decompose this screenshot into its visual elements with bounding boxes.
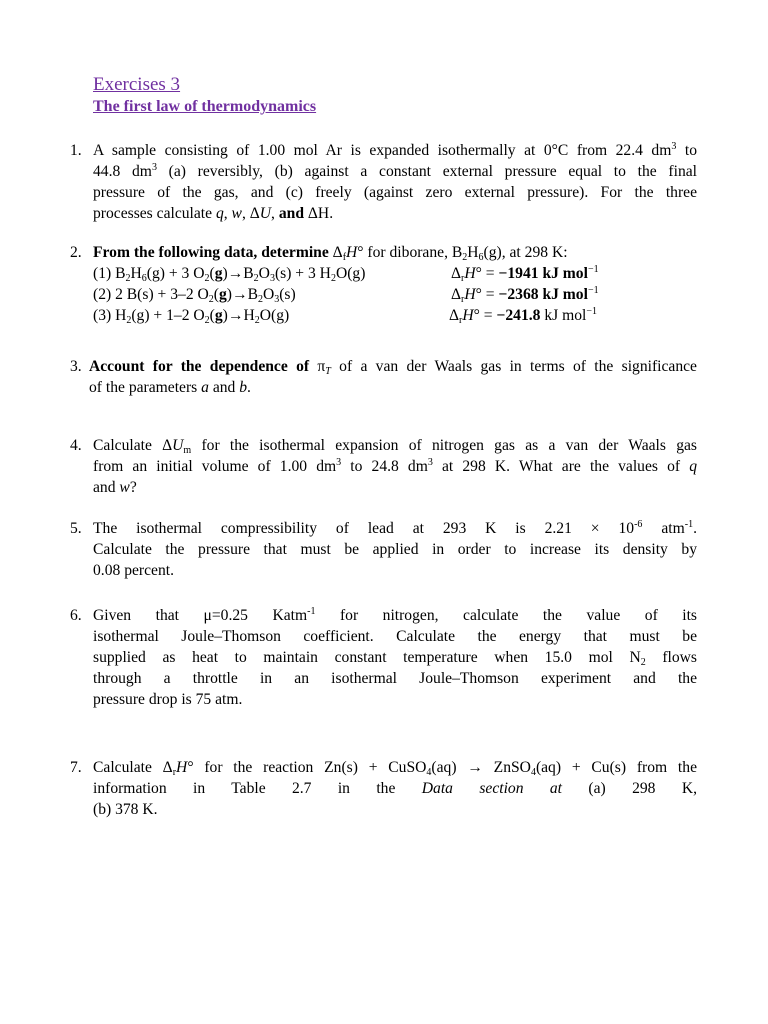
question-line: (b) 378 K. — [93, 801, 158, 818]
question-line: Calculate $\Delta_rH^\circ$ for the reaction Zn(s) + CuSO$_4$(aq) → ZnSO$_4$(aq) + Cu(s) from the — [93, 759, 697, 778]
question-number: 7. — [70, 759, 82, 776]
question-line: isothermal Joule–Thomson coefficient. Calculate the energy that must be — [93, 628, 697, 645]
reaction-row — [93, 305, 697, 326]
reaction-equation: (3) $H_2(g) + 1-2$ $O_2(g)\to H_2O(g)$ — [93, 307, 290, 326]
question-line: Calculate $\Delta U_m$ for the isothermal expansion of nitrogen gas as a van der Waals gas — [93, 437, 697, 456]
question-line: through a throttle in an isothermal Joule–Thomson experiment and the — [93, 670, 697, 687]
question-line: pressure of the gas, and (c) freely (against zero external pressure). For the three — [93, 184, 697, 201]
question-line: 44.8 $dm^3$ (a) reversibly, (b) against a constant external pressure equal to the final — [93, 162, 697, 180]
question-body — [93, 605, 697, 710]
reaction-enthalpy: $\Delta_rH^\circ = -2368$ kJ mol$^{-1}$ — [451, 285, 599, 305]
reaction-equation: (1) $B_2H_6(g) + 3$ $O_2(g)\to B_2O_3(s) + 3$ $H_2O(g)$ — [93, 265, 366, 284]
question-line: The isothermal compressibility of lead at 293 K is $2.21 \times 10^{-6}$ atm$^{-1}$. — [93, 519, 697, 537]
question-line: processes calculate q, w, ΔU, and ΔH. — [93, 205, 334, 222]
question-number: 3. — [70, 358, 82, 375]
question-body — [89, 356, 697, 398]
reaction-enthalpy: $\Delta_rH^\circ = -1941$ kJ mol$^{-1}$ — [451, 264, 599, 284]
question-line: of the parameters a and b. — [89, 379, 251, 396]
question-body — [93, 518, 697, 581]
question-intro: From the following data, determine $\Delta_fH^\circ$ for diborane, $B_2H_6(g)$, at 298 K: — [93, 244, 568, 263]
page-title: Exercises 3 — [93, 74, 181, 95]
question-line: from an initial volume of 1.00 $dm^3$ to 24.8 $dm^3$ at 298 K. What are the values of q — [93, 457, 698, 475]
question-body — [93, 435, 697, 498]
question-number: 2. — [70, 244, 82, 261]
question-line: Calculate the pressure that must be applied in order to increase its density by — [93, 541, 697, 558]
question-line: information in Table 2.7 in the Data section at (a) 298 K, — [93, 780, 697, 797]
question-line: pressure drop is 75 atm. — [93, 691, 243, 708]
reaction-equation: (2) 2 B(s) + 3–2 $O_2(g)\to B_2O_3(s)$ — [93, 286, 296, 305]
reaction-row — [93, 263, 697, 284]
reaction-row — [93, 284, 697, 305]
question-line: supplied as heat to maintain constant temperature when 15.0 mol $N_2$ flows — [93, 649, 697, 668]
question-line: Account for the dependence of $\pi_T$ of a van der Waals gas in terms of the significance — [89, 358, 697, 377]
question-line: Given that μ=0.25 Katm$^{-1}$ for nitrogen, calculate the value of its — [93, 606, 697, 624]
page-subtitle: The first law of thermodynamics — [93, 98, 317, 115]
question-line: A sample consisting of 1.00 mol Ar is expanded isothermally at 0°C from 22.4 $dm^3$ to — [93, 141, 697, 159]
question-body — [93, 757, 697, 820]
question-number: 1. — [70, 142, 82, 159]
question-line: and w? — [93, 479, 137, 496]
question-line: 0.08 percent. — [93, 562, 174, 579]
question-number: 4. — [70, 437, 82, 454]
question-number: 5. — [70, 520, 82, 537]
question-number: 6. — [70, 607, 82, 624]
question-body — [93, 242, 697, 326]
question-body — [93, 140, 697, 224]
reaction-enthalpy: $\Delta_rH^\circ = -241.8$ kJ mol$^{-1}$ — [449, 306, 598, 326]
